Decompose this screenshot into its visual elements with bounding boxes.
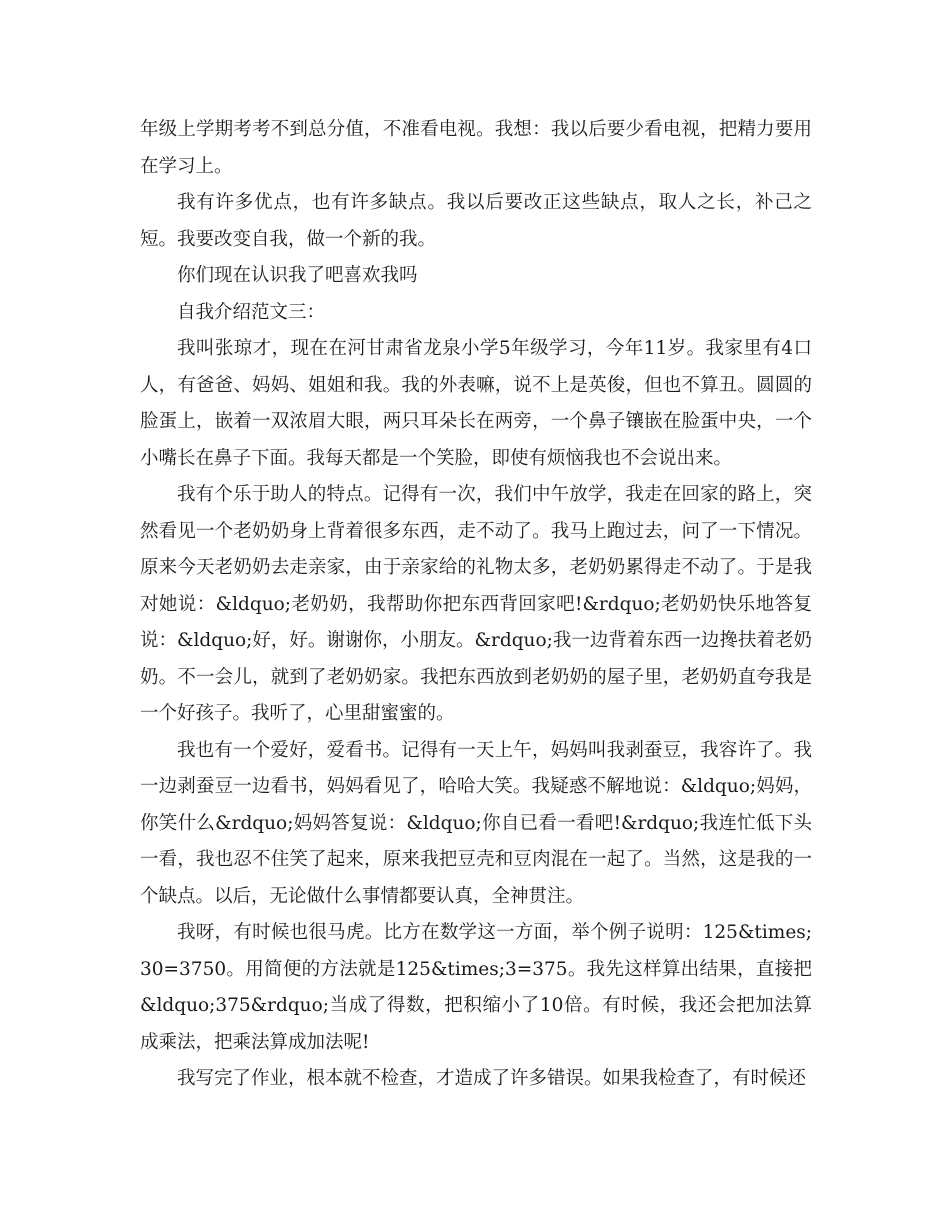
paragraph-2: 我有许多优点，也有许多缺点。我以后要改正这些缺点，取人之长，补己之短。我要改变自我，做一个新的我。	[140, 192, 812, 250]
paragraph-4: 我叫张琼才，现在在河甘肃省龙泉小学5年级学习，今年11岁。我家里有4口人，有爸爸、妈妈、姐姐和我。我的外表嘛，说不上是英俊，但也不算丑。圆圆的脸蛋上，嵌着一双浓眉大眼，两只耳朵长在两旁，一个鼻子镶嵌在脸蛋中央，一个小嘴长在鼻子下面。我每天都是一个笑脸，即使有烦恼我也不会说出来。	[140, 338, 812, 469]
paragraph-7: 我呀，有时候也很马虎。比方在数学这一方面，举个例子说明：125&times;30=3750。用简便的方法就是125&times;3=375。我先这样算出结果，直接把&ldquo;375&rdquo;当成了得数，把积缩小了10倍。有时候，我还会把加法算成乘法，把乘法算成加法呢!	[140, 922, 812, 1053]
paragraph-3: 你们现在认识我了吧喜欢我吗	[177, 265, 418, 286]
document-body	[140, 112, 812, 1098]
paragraph-5: 我有个乐于助人的特点。记得有一次，我们中午放学，我走在回家的路上，突然看见一个老奶奶身上背着很多东西，走不动了。我马上跑过去，问了一下情况。原来今天老奶奶去走亲家，由于亲家给的礼物太多，老奶奶累得走不动了。于是我对她说：&ldquo;老奶奶，我帮助你把东西背回家吧!&rdquo;老奶奶快乐地答复说：&ldquo;好，好。谢谢你，小朋友。&rdquo;我一边背着东西一边搀扶着老奶奶。不一会儿，就到了老奶奶家。我把东西放到老奶奶的屋子里，老奶奶直夸我是一个好孩子。我听了，心里甜蜜蜜的。	[140, 484, 812, 724]
paragraph-8: 我写完了作业，根本就不检查，才造成了许多错误。如果我检查了，有时候还	[177, 1068, 807, 1089]
paragraph-1: 年级上学期考考不到总分值，不准看电视。我想：我以后要少看电视，把精力要用在学习上。	[140, 119, 812, 177]
paragraph-6: 我也有一个爱好，爱看书。记得有一天上午，妈妈叫我剥蚕豆，我容许了。我一边剥蚕豆一边看书，妈妈看见了，哈哈大笑。我疑惑不解地说：&ldquo;妈妈，你笑什么&rdquo;妈妈答复说：&ldquo;你自已看一看吧!&rdquo;我连忙低下头一看，我也忍不住笑了起来，原来我把豆壳和豆肉混在一起了。当然，这是我的一个缺点。以后，无论做什么事情都要认真，全神贯注。	[140, 739, 812, 907]
section-heading: 自我介绍范文三：	[177, 301, 326, 323]
